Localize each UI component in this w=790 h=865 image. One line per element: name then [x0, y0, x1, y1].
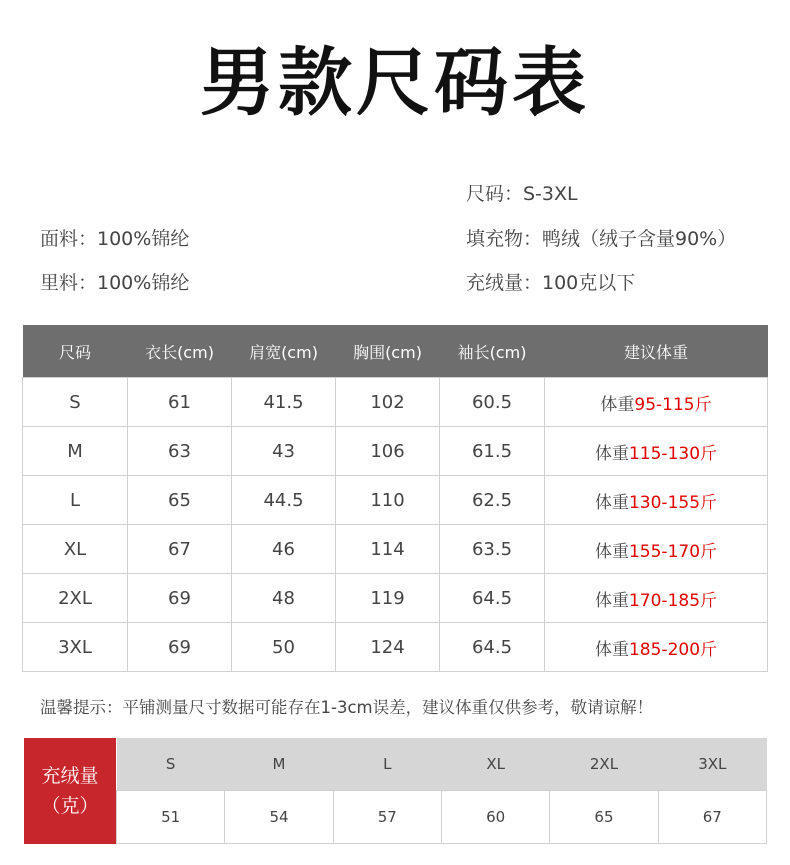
weight-range: 130-155斤	[628, 492, 718, 513]
cell-size: L	[23, 476, 128, 525]
cell-length: 69	[128, 623, 232, 672]
weight-prefix: 体重	[594, 541, 629, 562]
cell-sleeve: 61.5	[440, 427, 545, 476]
table-row	[23, 427, 768, 476]
header-length: 衣长(cm)	[128, 325, 232, 378]
cell-shoulder: 50	[232, 623, 336, 672]
spec-fabric: 面料：100%锦纶	[40, 228, 190, 250]
cell-size: M	[23, 427, 128, 476]
cell-weight	[545, 476, 768, 525]
cell-weight	[545, 427, 768, 476]
fill-value-3xl: 67	[658, 791, 766, 844]
cell-sleeve: 63.5	[440, 525, 545, 574]
fill-amount-label	[24, 738, 116, 844]
cell-length: 69	[128, 574, 232, 623]
fill-value-xl: 60	[441, 791, 549, 844]
header-size: 尺码	[23, 325, 128, 378]
fill-label-line2: （克）	[41, 795, 99, 817]
table-row	[23, 378, 768, 427]
header-shoulder: 肩宽(cm)	[232, 325, 336, 378]
weight-range: 115-130斤	[628, 443, 718, 464]
cell-chest: 114	[336, 525, 440, 574]
cell-chest: 110	[336, 476, 440, 525]
fill-size-3xl: 3XL	[658, 738, 766, 791]
weight-prefix: 体重	[594, 492, 629, 513]
header-weight: 建议体重	[545, 325, 768, 378]
table-row	[23, 476, 768, 525]
weight-range: 155-170斤	[628, 541, 718, 562]
fill-value-s: 51	[117, 791, 225, 844]
fill-size-m: M	[225, 738, 333, 791]
cell-shoulder: 46	[232, 525, 336, 574]
size-table-header-row	[23, 325, 768, 378]
cell-shoulder: 44.5	[232, 476, 336, 525]
cell-sleeve: 60.5	[440, 378, 545, 427]
cell-size: 2XL	[23, 574, 128, 623]
fill-value-l: 57	[333, 791, 441, 844]
fill-amount-table	[116, 738, 767, 844]
cell-length: 63	[128, 427, 232, 476]
fill-label-line1: 充绒量	[41, 765, 99, 787]
table-row	[23, 623, 768, 672]
spec-lining: 里料：100%锦纶	[40, 272, 190, 294]
cell-shoulder: 48	[232, 574, 336, 623]
cell-chest: 124	[336, 623, 440, 672]
fill-size-row	[117, 738, 767, 791]
cell-chest: 119	[336, 574, 440, 623]
fill-value-2xl: 65	[550, 791, 658, 844]
size-table	[22, 325, 768, 672]
table-row	[23, 525, 768, 574]
fill-size-2xl: 2XL	[550, 738, 658, 791]
cell-length: 65	[128, 476, 232, 525]
cell-size: S	[23, 378, 128, 427]
cell-weight	[545, 623, 768, 672]
weight-prefix: 体重	[600, 394, 635, 415]
weight-prefix: 体重	[594, 639, 629, 660]
measurement-tip: 温馨提示：平铺测量尺寸数据可能存在1-3cm误差，建议体重仅供参考，敬请谅解！	[40, 698, 654, 717]
header-chest: 胸围(cm)	[336, 325, 440, 378]
cell-shoulder: 43	[232, 427, 336, 476]
cell-weight	[545, 378, 768, 427]
weight-prefix: 体重	[594, 443, 629, 464]
weight-prefix: 体重	[594, 590, 629, 611]
weight-range: 95-115斤	[634, 394, 712, 415]
weight-range: 170-185斤	[628, 590, 718, 611]
cell-sleeve: 62.5	[440, 476, 545, 525]
cell-sleeve: 64.5	[440, 623, 545, 672]
cell-weight	[545, 525, 768, 574]
fill-size-s: S	[117, 738, 225, 791]
fill-size-l: L	[333, 738, 441, 791]
spec-fill-amount: 充绒量：100克以下	[466, 272, 636, 294]
table-row	[23, 574, 768, 623]
page-title: 男款尺码表	[200, 40, 590, 126]
header-sleeve: 袖长(cm)	[440, 325, 545, 378]
cell-shoulder: 41.5	[232, 378, 336, 427]
cell-size: 3XL	[23, 623, 128, 672]
cell-weight	[545, 574, 768, 623]
fill-value-row	[117, 791, 767, 844]
weight-range: 185-200斤	[628, 639, 718, 660]
spec-size-range: 尺码：S-3XL	[466, 183, 578, 205]
cell-chest: 102	[336, 378, 440, 427]
fill-value-m: 54	[225, 791, 333, 844]
cell-length: 67	[128, 525, 232, 574]
cell-chest: 106	[336, 427, 440, 476]
cell-sleeve: 64.5	[440, 574, 545, 623]
fill-size-xl: XL	[441, 738, 549, 791]
cell-size: XL	[23, 525, 128, 574]
spec-filling: 填充物：鸭绒（绒子含量90%）	[466, 228, 737, 250]
cell-length: 61	[128, 378, 232, 427]
